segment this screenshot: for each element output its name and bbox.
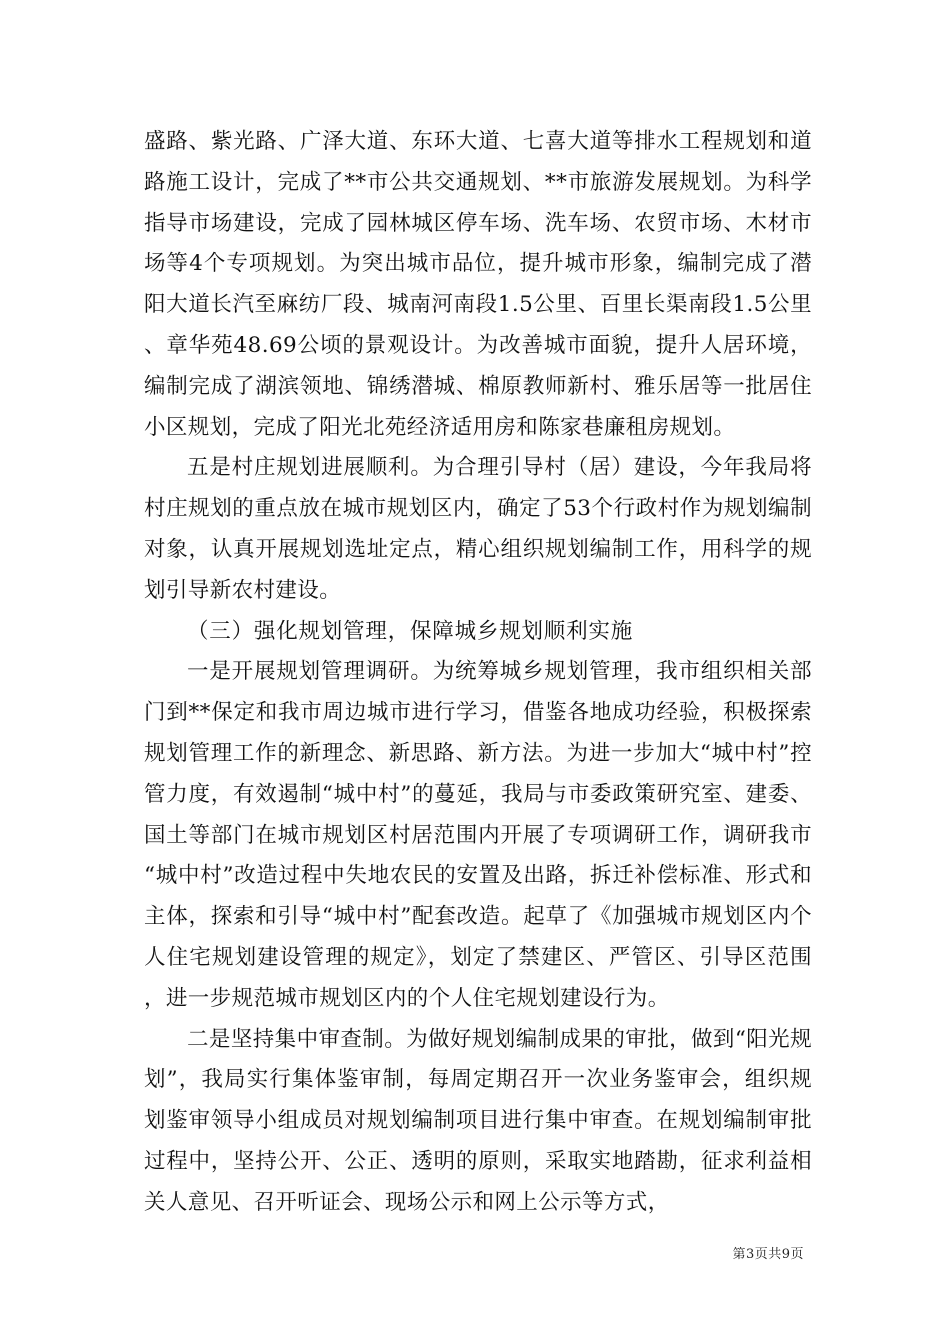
- paragraph-centralized-review: 二是坚持集中审查制。为做好规划编制成果的审批，做到“阳光规划”，我局实行集体鉴审制，每周定期召开一次业务鉴审会，组织规划鉴审领导小组成员对规划编制项目进行集中审查。在规划编制审批过程中，坚持公开、公正、透明的原则，采取实地踏勘，征求利益相关人意见、召开听证会、现场公示和网上公示等方式，: [144, 1026, 812, 1215]
- paragraph-village-planning: 五是村庄规划进展顺利。为合理引导村（居）建设，今年我局将村庄规划的重点放在城市规划区内，确定了53个行政村作为规划编制对象，认真开展规划选址定点，精心组织规划编制工作，用科学的规划引导新农村建设。: [144, 455, 812, 603]
- document-body: [144, 122, 812, 1224]
- page-number: 第3页共9页: [732, 1247, 804, 1262]
- paragraph-continuation: 盛路、紫光路、广泽大道、东环大道、七喜大道等排水工程规划和道路施工设计，完成了**市公共交通规划、**市旅游发展规划。为科学指导市场建设，完成了园林城区停车场、洗车场、农贸市场、木材市场等4个专项规划。为突出城市品位，提升城市形象，编制完成了潜阳大道长汽至麻纺厂段、城南河南段1.5公里、百里长渠南段1.5公里、章华苑48.69公顷的景观设计。为改善城市面貌，提升人居环境，编制完成了湖滨领地、锦绣潜城、棉原教师新村、雅乐居等一批居住小区规划，完成了阳光北苑经济适用房和陈家巷廉租房规划。: [144, 129, 812, 440]
- paragraph-planning-research: 一是开展规划管理调研。为统筹城乡规划管理，我市组织相关部门到**保定和我市周边城市进行学习，借鉴各地成功经验，积极探索规划管理工作的新理念、新思路、新方法。为进一步加大“城中村”控管力度，有效遏制“城中村”的蔓延，我局与市委政策研究室、建委、国土等部门在城市规划区村居范围内开展了专项调研工作，调研我市“城中村”改造过程中失地农民的安置及出路，拆迁补偿标准、形式和主体，探索和引导“城中村”配套改造。起草了《加强城市规划区内个人住宅规划建设管理的规定》，划定了禁建区、严管区、引导区范围，进一步规范城市规划区内的个人住宅规划建设行为。: [144, 659, 812, 1011]
- section-heading: （三）强化规划管理，保障城乡规划顺利实施: [187, 618, 634, 644]
